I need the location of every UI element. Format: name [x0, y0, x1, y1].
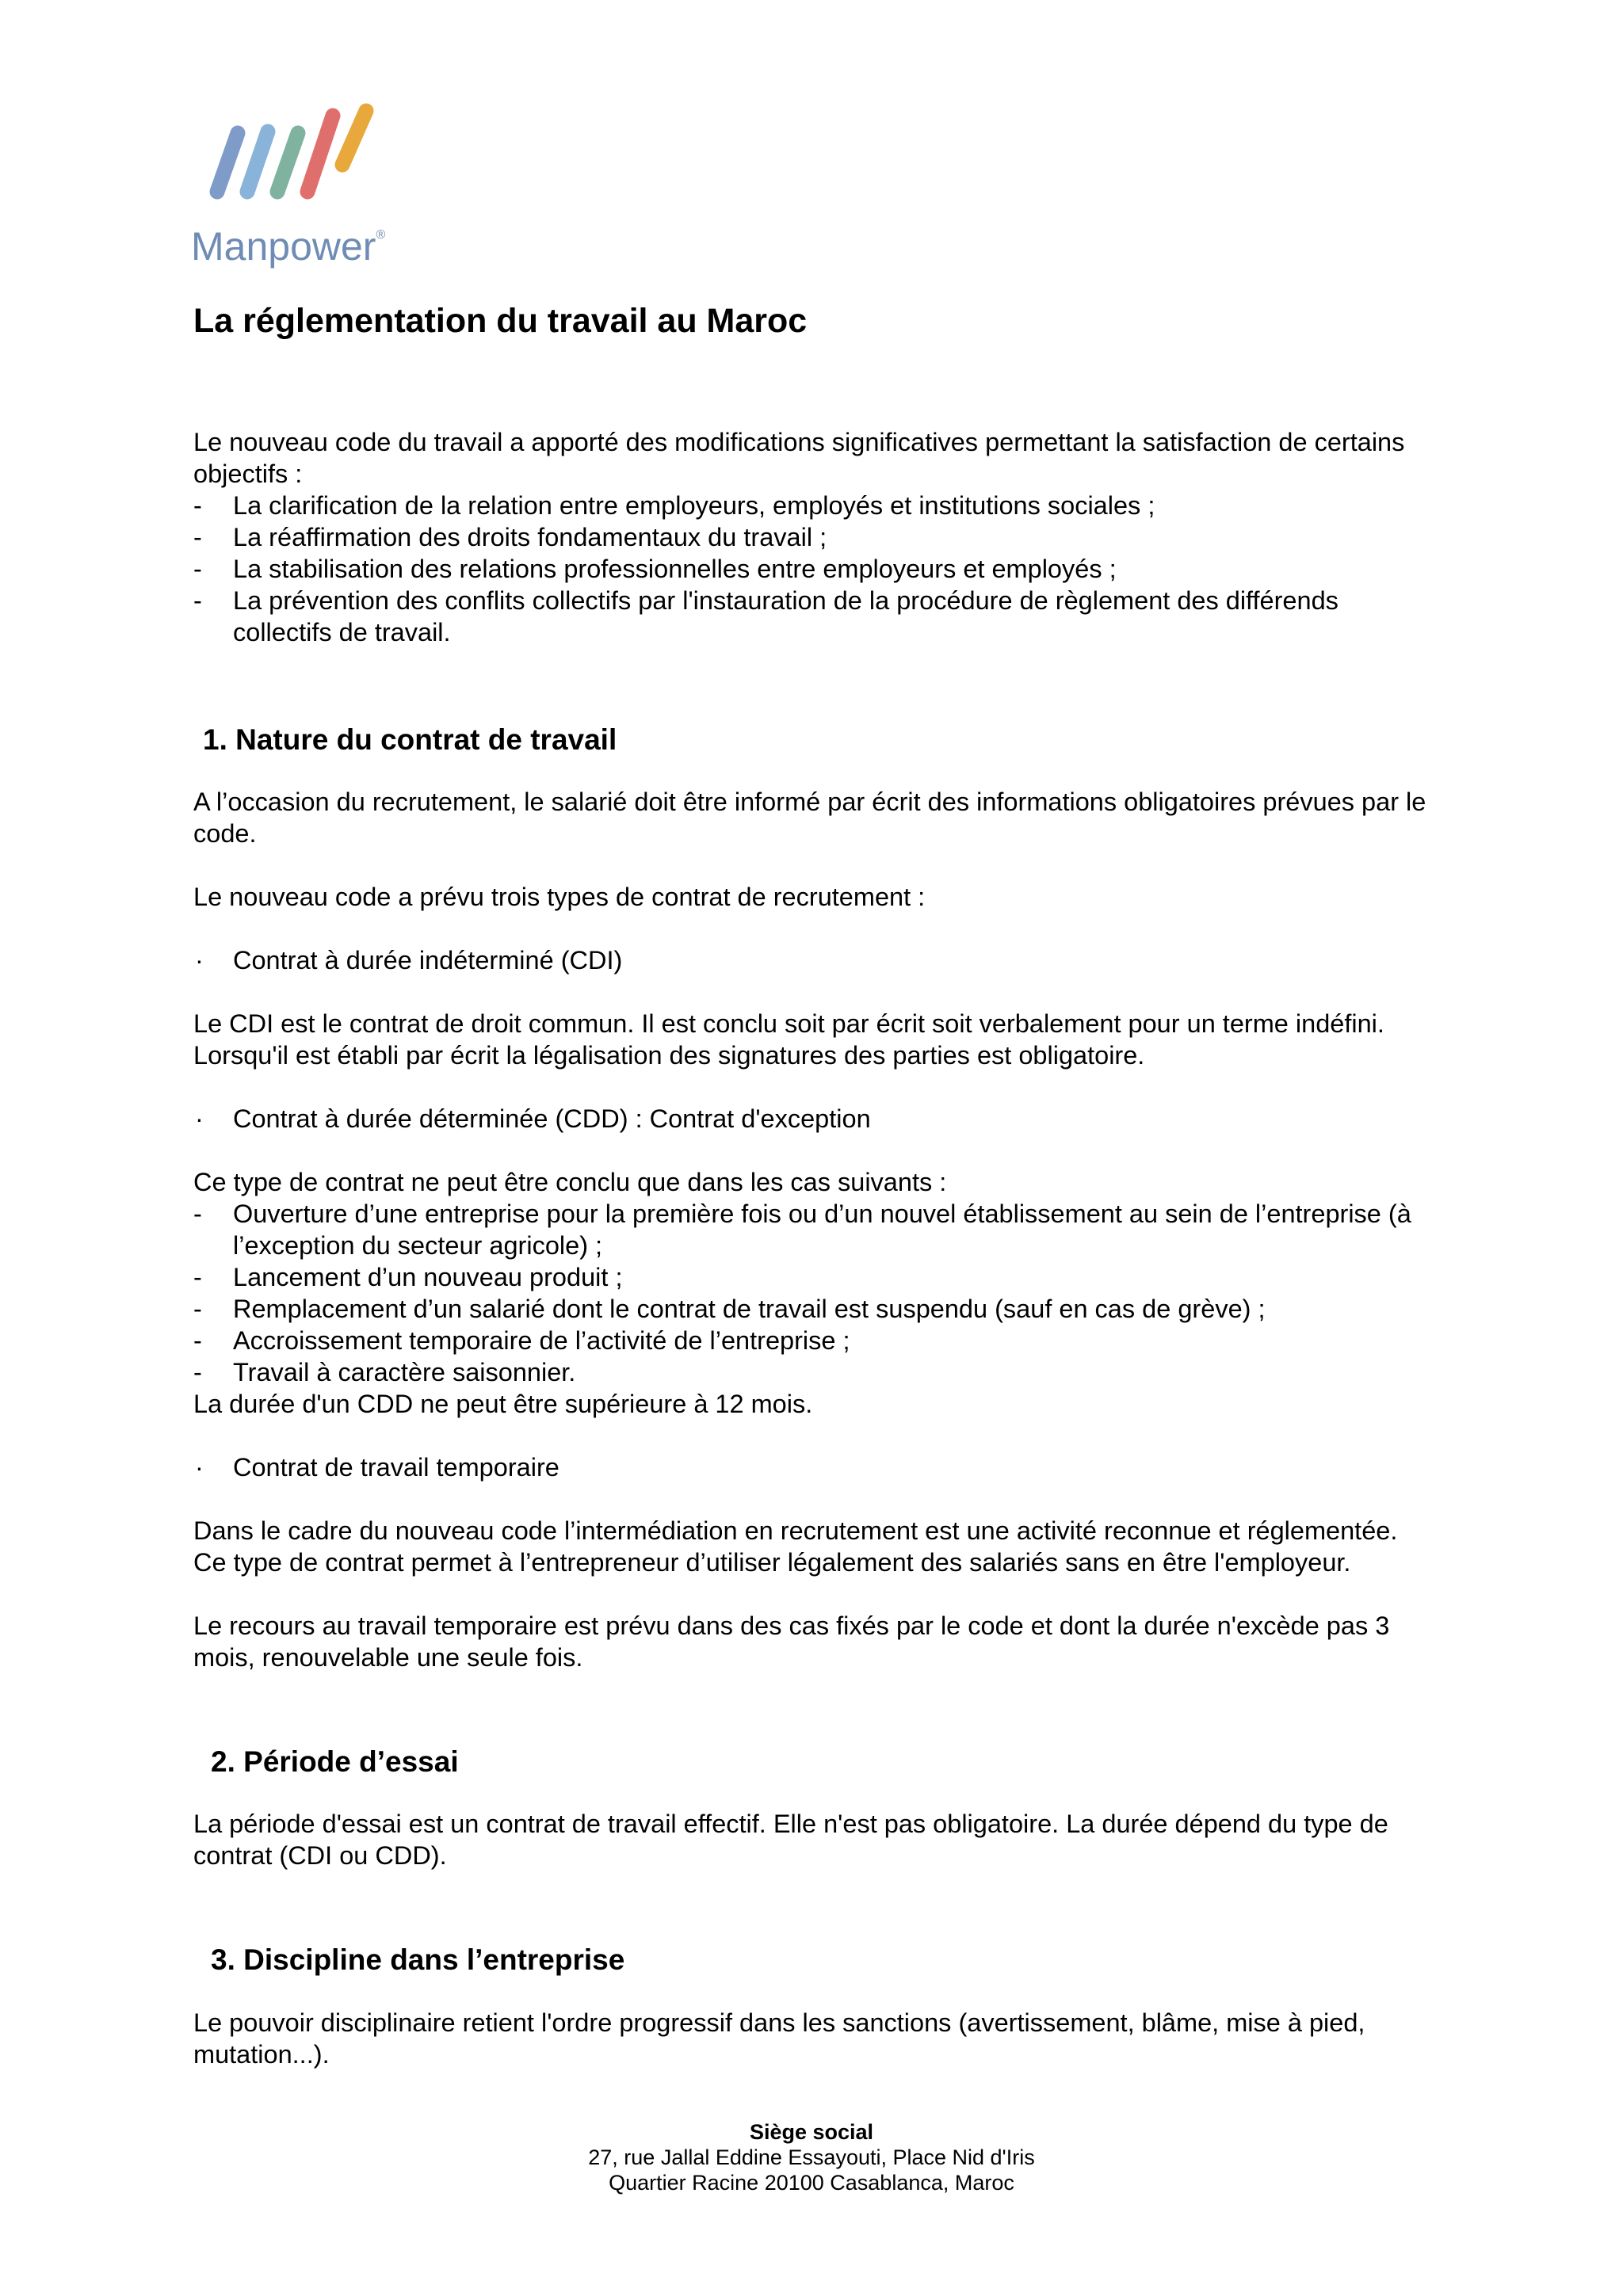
logo-stripe-1	[217, 133, 238, 192]
list-item: - La stabilisation des relations professionnelles entre employeurs et employés ;	[193, 553, 1430, 585]
section-heading-periode-essai: 2. Période d’essai	[211, 1745, 459, 1778]
section-heading-nature-contrat: 1. Nature du contrat de travail	[203, 723, 617, 756]
paragraph: Le CDI est le contrat de droit commun. Il est conclu soit par écrit soit verbalement pour un terme indéfini. Lorsqu'il est établi par écrit la légalisation des signatures des parties est obligatoire.	[193, 1009, 1384, 1070]
footer-address-line: Quartier Racine 20100 Casablanca, Maroc	[609, 2171, 1014, 2195]
list-item: - La clarification de la relation entre employeurs, employés et institutions sociales ;	[193, 490, 1430, 521]
list-item: - Travail à caractère saisonnier.	[193, 1356, 1430, 1388]
footer-address	[0, 2119, 1623, 2195]
intro-paragraph: Le nouveau code du travail a apporté des modifications significatives permettant la satisfaction de certains objectifs :	[193, 427, 1405, 488]
logo-stripe-4	[307, 116, 333, 192]
paragraph: La période d'essai est un contrat de travail effectif. Elle n'est pas obligatoire. La durée dépend du type de contrat (CDI ou CDD).	[193, 1810, 1388, 1871]
manpower-logo-mark	[190, 103, 396, 222]
contract-type-cdi	[193, 944, 1430, 976]
paragraph: Le nouveau code a prévu trois types de contrat de recrutement :	[193, 882, 926, 911]
contract-type-label: · Contrat de travail temporaire	[193, 1451, 1430, 1483]
paragraph: A l’occasion du recrutement, le salarié doit être informé par écrit des informations obligatoires prévues par le code.	[193, 787, 1426, 848]
manpower-logo	[190, 103, 396, 277]
paragraph: Le pouvoir disciplinaire retient l'ordre progressif dans les sanctions (avertissement, blâme, mise à pied, mutation...).	[193, 2008, 1365, 2069]
intro-objectives-list	[193, 490, 1430, 648]
paragraph: Le recours au travail temporaire est prévu dans des cas fixés par le code et dont la durée n'excède pas 3 mois, renouvelable une seule fois.	[193, 1611, 1390, 1672]
logo-stripe-3	[277, 133, 298, 192]
footer-heading: Siège social	[749, 2120, 874, 2144]
logo-wordmark: Manpower®	[191, 224, 386, 269]
list-item: - Ouverture d’une entreprise pour la première fois ou d’un nouvel établissement au sein de l’entreprise (à l’exception du secteur agricole) ;	[193, 1198, 1430, 1261]
paragraph: Ce type de contrat ne peut être conclu que dans les cas suivants :	[193, 1167, 947, 1196]
document-title: La réglementation du travail au Maroc	[193, 302, 808, 340]
list-item: - La prévention des conflits collectifs par l'instauration de la procédure de règlement des différends collectifs de travail.	[193, 585, 1430, 648]
list-item: - Lancement d’un nouveau produit ;	[193, 1261, 1430, 1293]
logo-stripe-2	[247, 132, 268, 192]
contract-type-label: · Contrat à durée indéterminé (CDI)	[193, 944, 1430, 976]
contract-type-temporaire	[193, 1451, 1430, 1483]
list-item: - Remplacement d’un salarié dont le contrat de travail est suspendu (sauf en cas de grève) ;	[193, 1293, 1430, 1325]
list-item: - La réaffirmation des droits fondamentaux du travail ;	[193, 521, 1430, 553]
logo-stripe-5	[342, 111, 366, 165]
contract-type-cdd	[193, 1103, 1430, 1135]
section-heading-discipline: 3. Discipline dans l’entreprise	[211, 1943, 625, 1977]
list-item: - Accroissement temporaire de l’activité de l’entreprise ;	[193, 1325, 1430, 1356]
contract-type-label: · Contrat à durée déterminée (CDD) : Contrat d'exception	[193, 1103, 1430, 1135]
footer-address-line: 27, rue Jallal Eddine Essayouti, Place Nid d'Iris	[588, 2145, 1035, 2169]
paragraph: Dans le cadre du nouveau code l’intermédiation en recrutement est une activité reconnue et réglementée. Ce type de contrat permet à l’entrepreneur d’utiliser légalement des salariés sans en être l'employeur.	[193, 1516, 1398, 1577]
document-body	[193, 301, 1430, 2070]
cdd-cases-list	[193, 1198, 1430, 1388]
paragraph: La durée d'un CDD ne peut être supérieure à 12 mois.	[193, 1389, 813, 1418]
